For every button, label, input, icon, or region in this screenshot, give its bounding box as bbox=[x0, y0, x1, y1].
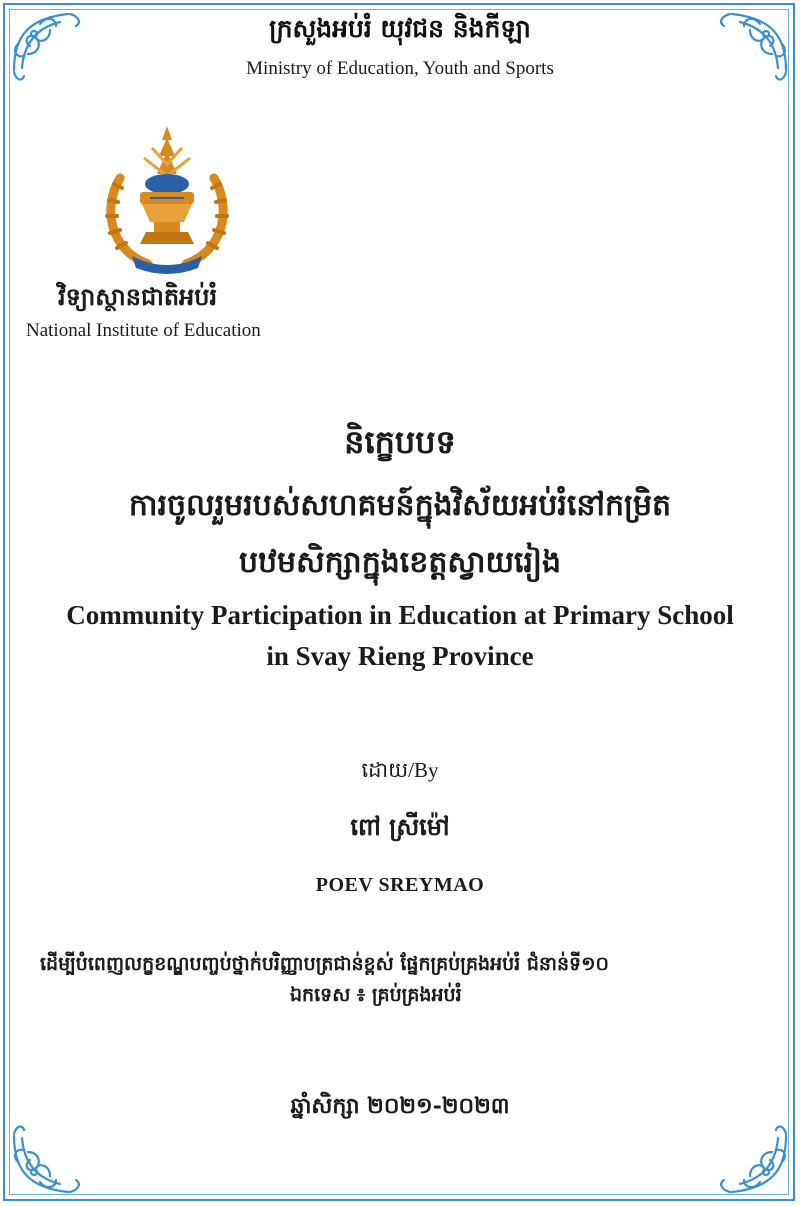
thesis-title-english-line1: Community Participation in Education at Primary School bbox=[66, 600, 734, 630]
thesis-title-khmer-line1: ការចូលរួមរបស់សហគមន៍ក្នុងវិស័យអប់រំនៅកម្រិត bbox=[128, 488, 672, 523]
thesis-label: និក្ខេបបទ bbox=[344, 423, 456, 461]
academic-year: ឆ្នាំសិក្សា ២០២១-២០២៣ bbox=[290, 1093, 510, 1119]
by-label: ដោយ/By bbox=[361, 758, 439, 782]
ministry-name-khmer: ក្រសួងអប់រំ យុវជន និងកីឡា bbox=[269, 14, 531, 43]
institute-name-khmer: វិទ្យាស្ថានជាតិអប់រំ bbox=[58, 282, 218, 311]
thesis-title-english-line2: in Svay Rieng Province bbox=[266, 641, 534, 671]
thesis-title-khmer-line2: បឋមសិក្សាក្នុងខេត្តស្វាយរៀង bbox=[238, 545, 562, 580]
degree-purpose-line1: ដើម្បីបំពេញលក្ខខណ្ឌបញ្ចប់ថ្នាក់បរិញ្ញាបត្រជាន់ខ្ពស់ ផ្នែកគ្រប់គ្រងអប់រំ ជំនាន់ទី១០ bbox=[40, 953, 609, 975]
institute-name-english: National Institute of Education bbox=[26, 320, 261, 341]
ministry-name-english: Ministry of Education, Youth and Sports bbox=[246, 58, 554, 79]
degree-purpose-line2: ឯកទេស ៖ គ្រប់គ្រងអប់រំ bbox=[290, 984, 462, 1006]
author-name-khmer: ពៅ ស្រីម៉ៅ bbox=[350, 812, 450, 841]
nie-emblem-icon bbox=[92, 118, 242, 278]
author-name-english: POEV SREYMAO bbox=[315, 874, 485, 896]
